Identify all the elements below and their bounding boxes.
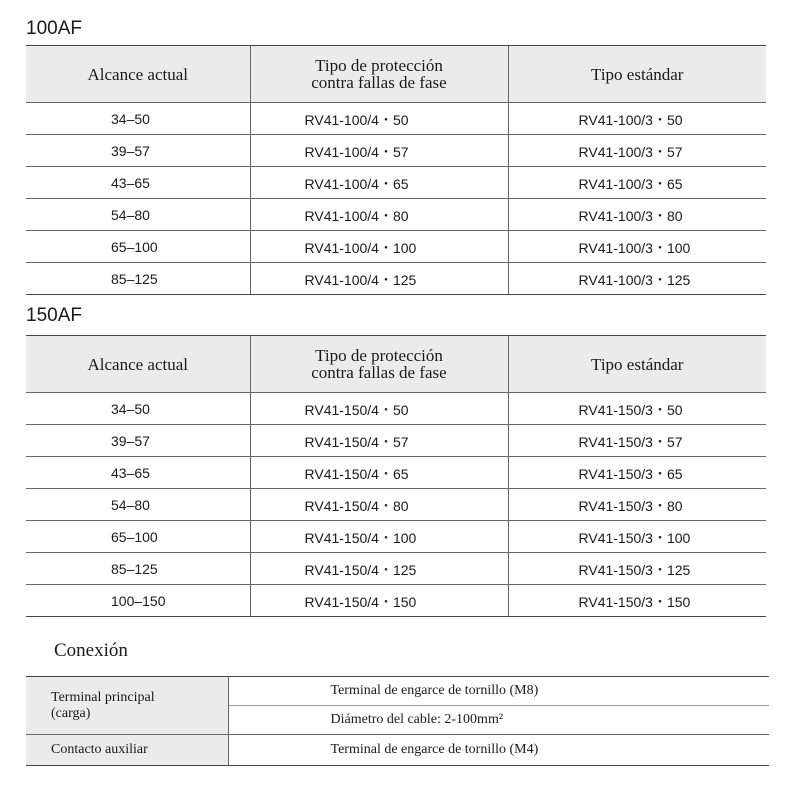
table-row <box>26 489 766 521</box>
table-header-row <box>26 46 766 103</box>
table-row <box>26 103 766 135</box>
cell-alcance: 85–125 <box>26 553 250 585</box>
cell-estandar: RV41-150/3・150 <box>508 585 766 617</box>
cell-estandar: RV41-150/3・57 <box>508 425 766 457</box>
header-alcance-actual: Alcance actual <box>26 46 250 103</box>
table-row <box>26 135 766 167</box>
cell-estandar: RV41-100/3・65 <box>508 167 766 199</box>
cell-alcance: 100–150 <box>26 585 250 617</box>
cell-estandar: RV41-150/3・100 <box>508 521 766 553</box>
table-row <box>26 167 766 199</box>
cell-proteccion: RV41-100/4・100 <box>250 231 508 263</box>
table-100af <box>26 45 766 295</box>
cell-estandar: RV41-150/3・65 <box>508 457 766 489</box>
main-terminal-value-2: Diámetro del cable: 2-100mm² <box>228 706 769 735</box>
table-150af <box>26 335 766 617</box>
cell-proteccion: RV41-150/4・50 <box>250 393 508 425</box>
cell-alcance: 39–57 <box>26 135 250 167</box>
connection-row-main <box>26 677 769 706</box>
cell-alcance: 34–50 <box>26 103 250 135</box>
cell-estandar: RV41-100/3・125 <box>508 263 766 295</box>
cell-alcance: 65–100 <box>26 231 250 263</box>
table-body-150af <box>26 393 766 617</box>
cell-proteccion: RV41-150/4・125 <box>250 553 508 585</box>
table-row <box>26 425 766 457</box>
cell-proteccion: RV41-150/4・150 <box>250 585 508 617</box>
main-terminal-value-1: Terminal de engarce de tornillo (M8) <box>228 677 769 706</box>
cell-estandar: RV41-100/3・57 <box>508 135 766 167</box>
table-body-100af <box>26 103 766 295</box>
cell-estandar: RV41-150/3・80 <box>508 489 766 521</box>
cell-proteccion: RV41-100/4・57 <box>250 135 508 167</box>
header-tipo-proteccion: Tipo de protección contra fallas de fase <box>250 336 508 393</box>
connection-title: Conexión <box>54 640 128 661</box>
cell-alcance: 34–50 <box>26 393 250 425</box>
cell-proteccion: RV41-100/4・80 <box>250 199 508 231</box>
cell-proteccion: RV41-150/4・80 <box>250 489 508 521</box>
table-row <box>26 199 766 231</box>
cell-proteccion: RV41-100/4・125 <box>250 263 508 295</box>
header-alcance-actual: Alcance actual <box>26 336 250 393</box>
cell-estandar: RV41-100/3・50 <box>508 103 766 135</box>
cell-estandar: RV41-150/3・50 <box>508 393 766 425</box>
cell-proteccion: RV41-150/4・65 <box>250 457 508 489</box>
table-row <box>26 521 766 553</box>
section-title-150af: 150AF <box>26 305 82 326</box>
cell-proteccion: RV41-150/4・100 <box>250 521 508 553</box>
cell-alcance: 54–80 <box>26 199 250 231</box>
table-row <box>26 263 766 295</box>
cell-proteccion: RV41-100/4・65 <box>250 167 508 199</box>
cell-alcance: 85–125 <box>26 263 250 295</box>
cell-proteccion: RV41-100/4・50 <box>250 103 508 135</box>
cell-alcance: 65–100 <box>26 521 250 553</box>
header-tipo-estandar: Tipo estándar <box>508 336 766 393</box>
table-row <box>26 393 766 425</box>
header-tipo-estandar: Tipo estándar <box>508 46 766 103</box>
header-tipo-proteccion: Tipo de protección contra fallas de fase <box>250 46 508 103</box>
cell-alcance: 43–65 <box>26 167 250 199</box>
table-row <box>26 457 766 489</box>
connection-row-aux <box>26 735 769 766</box>
cell-estandar: RV41-150/3・125 <box>508 553 766 585</box>
table-row <box>26 585 766 617</box>
cell-alcance: 54–80 <box>26 489 250 521</box>
cell-alcance: 43–65 <box>26 457 250 489</box>
section-title-100af: 100AF <box>26 18 82 39</box>
main-terminal-label: Terminal principal (carga) <box>26 677 228 735</box>
cell-proteccion: RV41-150/4・57 <box>250 425 508 457</box>
aux-contact-label: Contacto auxiliar <box>26 735 228 766</box>
cell-estandar: RV41-100/3・100 <box>508 231 766 263</box>
table-row <box>26 231 766 263</box>
table-row <box>26 553 766 585</box>
connection-table <box>26 676 769 766</box>
aux-contact-value: Terminal de engarce de tornillo (M4) <box>228 735 769 766</box>
table-header-row <box>26 336 766 393</box>
cell-estandar: RV41-100/3・80 <box>508 199 766 231</box>
cell-alcance: 39–57 <box>26 425 250 457</box>
